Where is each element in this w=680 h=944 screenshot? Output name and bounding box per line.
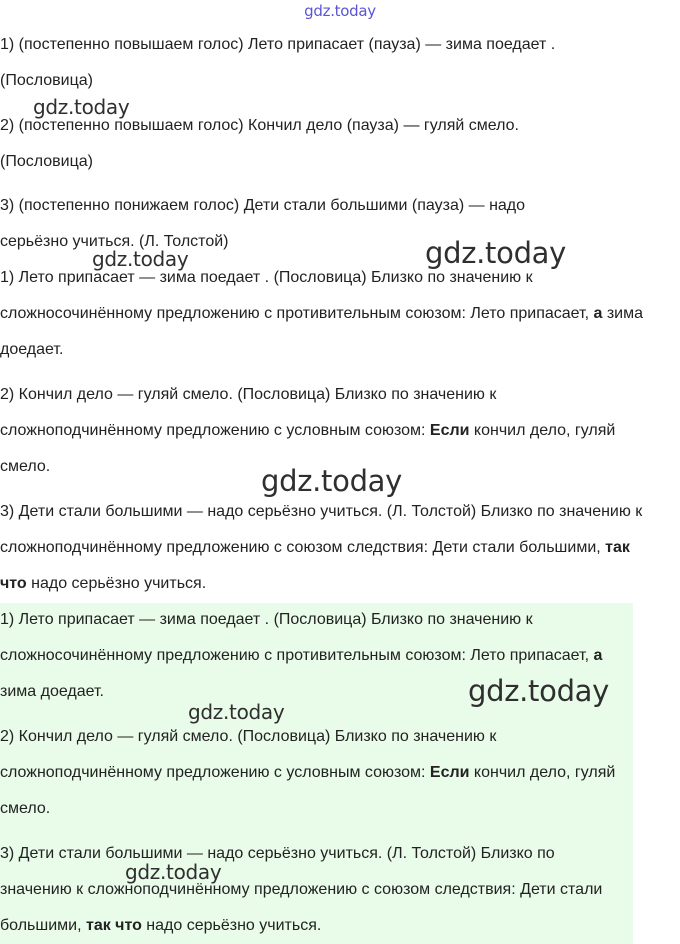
meaning-text: надо серьёзно учиться. xyxy=(26,575,207,592)
intonation-source: серьёзно учиться. (Л. Толстой) xyxy=(0,233,229,250)
meaning-text: 1) Лето припасает — зима поедает . (Пословица) Близко по значению к сложносочинённому предложению с противительным союзом: Лето припасает, xyxy=(0,269,594,322)
site-header-link[interactable]: gdz.today xyxy=(304,2,376,20)
watermark: gdz.today xyxy=(92,247,189,271)
meaning-text: зима доедает. xyxy=(0,683,104,700)
meaning-text: 2) Кончил дело — гуляй смело. (Пословица) Близко по значению к сложноподчинённому предложению с условным союзом: xyxy=(0,728,497,781)
intonation-source: (Пословица) xyxy=(0,72,93,89)
watermark: gdz.today xyxy=(468,674,610,708)
conjunction-bold: так что xyxy=(0,539,630,592)
intonation-text: 2) (постепенно повышаем голос) Кончил дело (пауза) — гуляй смело. xyxy=(0,117,519,134)
meaning-text: 3) Дети стали большими — надо серьёзно учиться. (Л. Толстой) Близко по значению к сложноподчинённому предложению с союзом следствия: Дети стали большими, xyxy=(0,845,603,934)
conjunction-bold: а xyxy=(593,305,603,322)
meaning-text: кончил дело, гуляй смело. xyxy=(0,764,616,817)
conjunction-bold: Если xyxy=(429,422,470,439)
conjunction-bold: Если xyxy=(429,764,470,781)
conjunction-bold: так что xyxy=(85,917,142,934)
meaning-text: 2) Кончил дело — гуляй смело. (Пословица) Близко по значению к сложноподчинённому предложению с условным союзом: xyxy=(0,386,497,439)
meaning-text: зима доедает. xyxy=(0,305,644,358)
watermark: gdz.today xyxy=(188,700,285,724)
watermark: gdz.today xyxy=(33,95,130,119)
meaning-text: надо серьёзно учиться. xyxy=(141,917,322,934)
intonation-text: 1) (постепенно повышаем голос) Лето припасает (пауза) — зима поедает . xyxy=(0,36,556,53)
watermark: gdz.today xyxy=(425,236,567,270)
meaning-text: 3) Дети стали большими — надо серьёзно учиться. (Л. Толстой) Близко по значению к сложноподчинённому предложению с союзом следствия: Дети стали большими, xyxy=(0,503,643,556)
meaning-item-1 xyxy=(0,260,660,368)
meaning-item-3 xyxy=(0,494,660,602)
highlight-item-3 xyxy=(0,836,630,944)
meaning-text: кончил дело, гуляй смело. xyxy=(0,422,616,475)
highlight-item-2 xyxy=(0,719,630,827)
intonation-source: (Пословица) xyxy=(0,153,93,170)
meaning-text: 1) Лето припасает — зима поедает . (Пословица) Близко по значению к сложносочинённому предложению с противительным союзом: Лето припасает, xyxy=(0,611,594,664)
watermark: gdz.today xyxy=(261,464,403,498)
intonation-text: 3) (постепенно понижаем голос) Дети стали большими (пауза) — надо xyxy=(0,197,526,214)
watermark: gdz.today xyxy=(125,860,222,884)
intonation-item-1 xyxy=(0,27,660,99)
conjunction-bold: а xyxy=(593,647,603,664)
